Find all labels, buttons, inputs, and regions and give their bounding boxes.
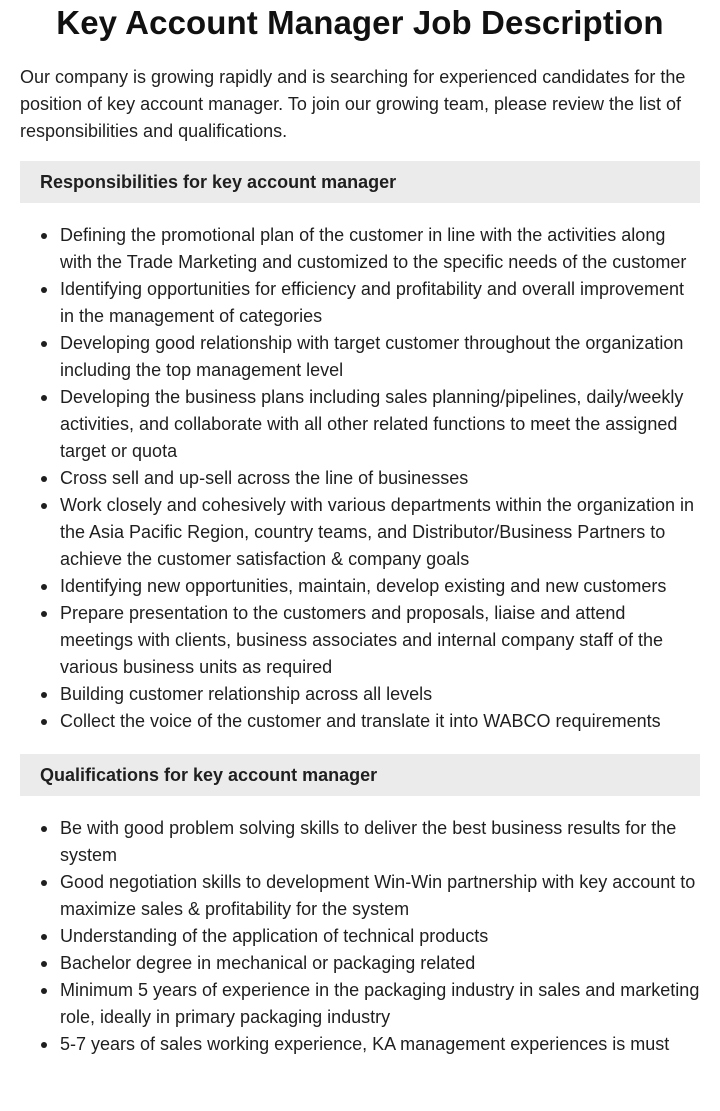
bullet-icon	[41, 395, 47, 401]
page-title: Key Account Manager Job Description	[56, 4, 664, 41]
list-item-text: Be with good problem solving skills to deliver the best business results for the system	[60, 818, 677, 865]
bullet-icon	[41, 476, 47, 482]
bullet-icon	[41, 611, 47, 617]
list-item-text: Bachelor degree in mechanical or packaging related	[60, 953, 476, 973]
list-item	[20, 276, 700, 330]
qualifications-list	[20, 815, 700, 1058]
list-item	[20, 492, 700, 573]
list-item-text: Building customer relationship across all levels	[60, 684, 433, 704]
list-item-text: Good negotiation skills to development Win-Win partnership with key account to maximize sales & profitability for the system	[60, 872, 696, 919]
list-item	[20, 1031, 700, 1058]
bullet-icon	[41, 719, 47, 725]
list-item-text: Prepare presentation to the customers and proposals, liaise and attend meetings with clients, business associates and internal company staff of the various business units as required	[60, 603, 663, 677]
list-item-text: 5-7 years of sales working experience, KA management experiences is must	[60, 1034, 670, 1054]
bullet-icon	[41, 934, 47, 940]
list-item-text: Collect the voice of the customer and translate it into WABCO requirements	[60, 711, 661, 731]
bullet-icon	[41, 692, 47, 698]
list-item	[20, 923, 700, 950]
bullet-icon	[41, 880, 47, 886]
list-item	[20, 869, 700, 923]
bullet-icon	[41, 988, 47, 994]
list-item	[20, 465, 700, 492]
responsibilities-list	[20, 222, 700, 735]
qualifications-heading: Qualifications for key account manager	[20, 754, 700, 796]
list-item-text: Identifying opportunities for efficiency and profitability and overall improvement in the management of categories	[60, 279, 685, 326]
list-item	[20, 708, 700, 735]
list-item-text: Identifying new opportunities, maintain, develop existing and new customers	[60, 576, 667, 596]
list-item-text: Developing the business plans including sales planning/pipelines, daily/weekly activities, and collaborate with all other related functions to meet the assigned target or quota	[60, 387, 684, 461]
bullet-icon	[41, 584, 47, 590]
list-item	[20, 222, 700, 276]
bullet-icon	[41, 826, 47, 832]
bullet-icon	[41, 503, 47, 509]
bullet-icon	[41, 1042, 47, 1048]
bullet-icon	[41, 233, 47, 239]
list-item-text: Cross sell and up-sell across the line of businesses	[60, 468, 469, 488]
list-item-text: Work closely and cohesively with various departments within the organization in the Asia Pacific Region, country teams, and Distributor/Business Partners to achieve the customer satisfaction & company goals	[60, 495, 694, 569]
list-item-text: Developing good relationship with target customer throughout the organization including the top management level	[60, 333, 684, 380]
list-item-text: Minimum 5 years of experience in the packaging industry in sales and marketing role, ideally in primary packaging industry	[60, 980, 700, 1027]
list-item	[20, 330, 700, 384]
list-item	[20, 815, 700, 869]
list-item-text: Understanding of the application of technical products	[60, 926, 489, 946]
list-item	[20, 573, 700, 600]
bullet-icon	[41, 341, 47, 347]
list-item-text: Defining the promotional plan of the customer in line with the activities along with the Trade Marketing and customized to the specific needs of the customer	[60, 225, 687, 272]
list-item	[20, 600, 700, 681]
list-item	[20, 950, 700, 977]
list-item	[20, 977, 700, 1031]
list-item	[20, 384, 700, 465]
bullet-icon	[41, 961, 47, 967]
intro-paragraph: Our company is growing rapidly and is searching for experienced candidates for the position of key account manager. To join our growing team, please review the list of responsibilities and qualifications.	[20, 67, 686, 141]
responsibilities-heading: Responsibilities for key account manager	[20, 161, 700, 203]
bullet-icon	[41, 287, 47, 293]
list-item	[20, 681, 700, 708]
